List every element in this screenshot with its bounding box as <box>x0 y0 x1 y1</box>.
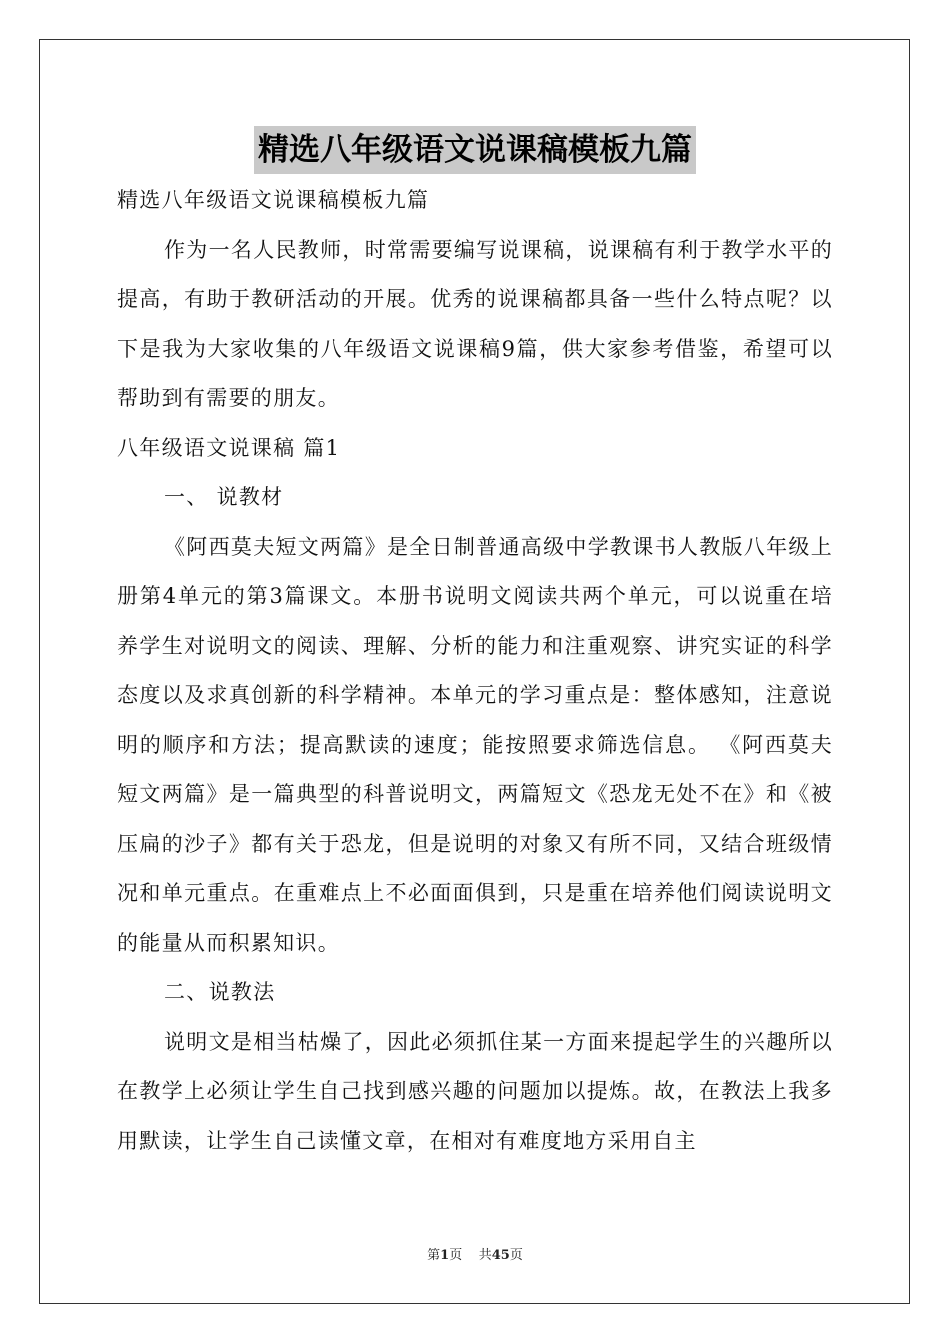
total-suffix: 页 <box>509 1248 523 1263</box>
teaching-method-paragraph: 说明文是相当枯燥了，因此必须抓住某一方面来提起学生的兴趣所以在教学上必须让学生自己找到感兴趣的问题加以提炼。故，在教法上我多用默读，让学生自己读懂文章，在相对有难度地方采用自主 <box>117 1029 833 1153</box>
total-prefix: 共 <box>478 1248 492 1263</box>
page-number: 1 <box>440 1248 450 1263</box>
title-container <box>0 126 950 174</box>
intro-paragraph: 作为一名人民教师，时常需要编写说课稿，说课稿有利于教学水平的提高，有助于教研活动的开展。优秀的说课稿都具备一些什么特点呢？以下是我为大家收集的八年级语文说课稿9篇，供大家参考借鉴，希望可以帮助到有需要的朋友。 <box>117 237 833 410</box>
page-prefix: 第 <box>427 1248 441 1263</box>
document-title: 精选八年级语文说课稿模板九篇 <box>254 126 696 174</box>
total-pages: 45 <box>491 1248 510 1263</box>
section-heading-1: 八年级语文说课稿 篇1 <box>117 435 341 460</box>
subsection-heading-teaching-material: 一、 说教材 <box>164 485 284 509</box>
page-footer <box>0 1246 950 1266</box>
subsection-heading-teaching-method: 二、说教法 <box>164 980 276 1004</box>
document-subtitle: 精选八年级语文说课稿模板九篇 <box>117 188 430 212</box>
page-suffix: 页 <box>449 1248 463 1263</box>
document-body <box>117 176 833 1166</box>
teaching-material-paragraph: 《阿西莫夫短文两篇》是全日制普通高级中学教课书人教版八年级上册第4单元的第3篇课文。本册书说明文阅读共两个单元，可以说重在培养学生对说明文的阅读、理解、分析的能力和注重观察、讲究实证的科学态度以及求真创新的科学精神。本单元的学习重点是：整体感知，注意说明的顺序和方法；提高默读的速度；能按照要求筛选信息。 《阿西莫夫短文两篇》是一篇典型的科普说明文，两篇短文《恐龙无处不在》和《被压扁的沙子》都有关于恐龙，但是说明的对象又有所不同，又结合班级情况和单元重点。在重难点上不必面面俱到，只是重在培养他们阅读说明文的能量从而积累知识。 <box>117 534 833 955</box>
